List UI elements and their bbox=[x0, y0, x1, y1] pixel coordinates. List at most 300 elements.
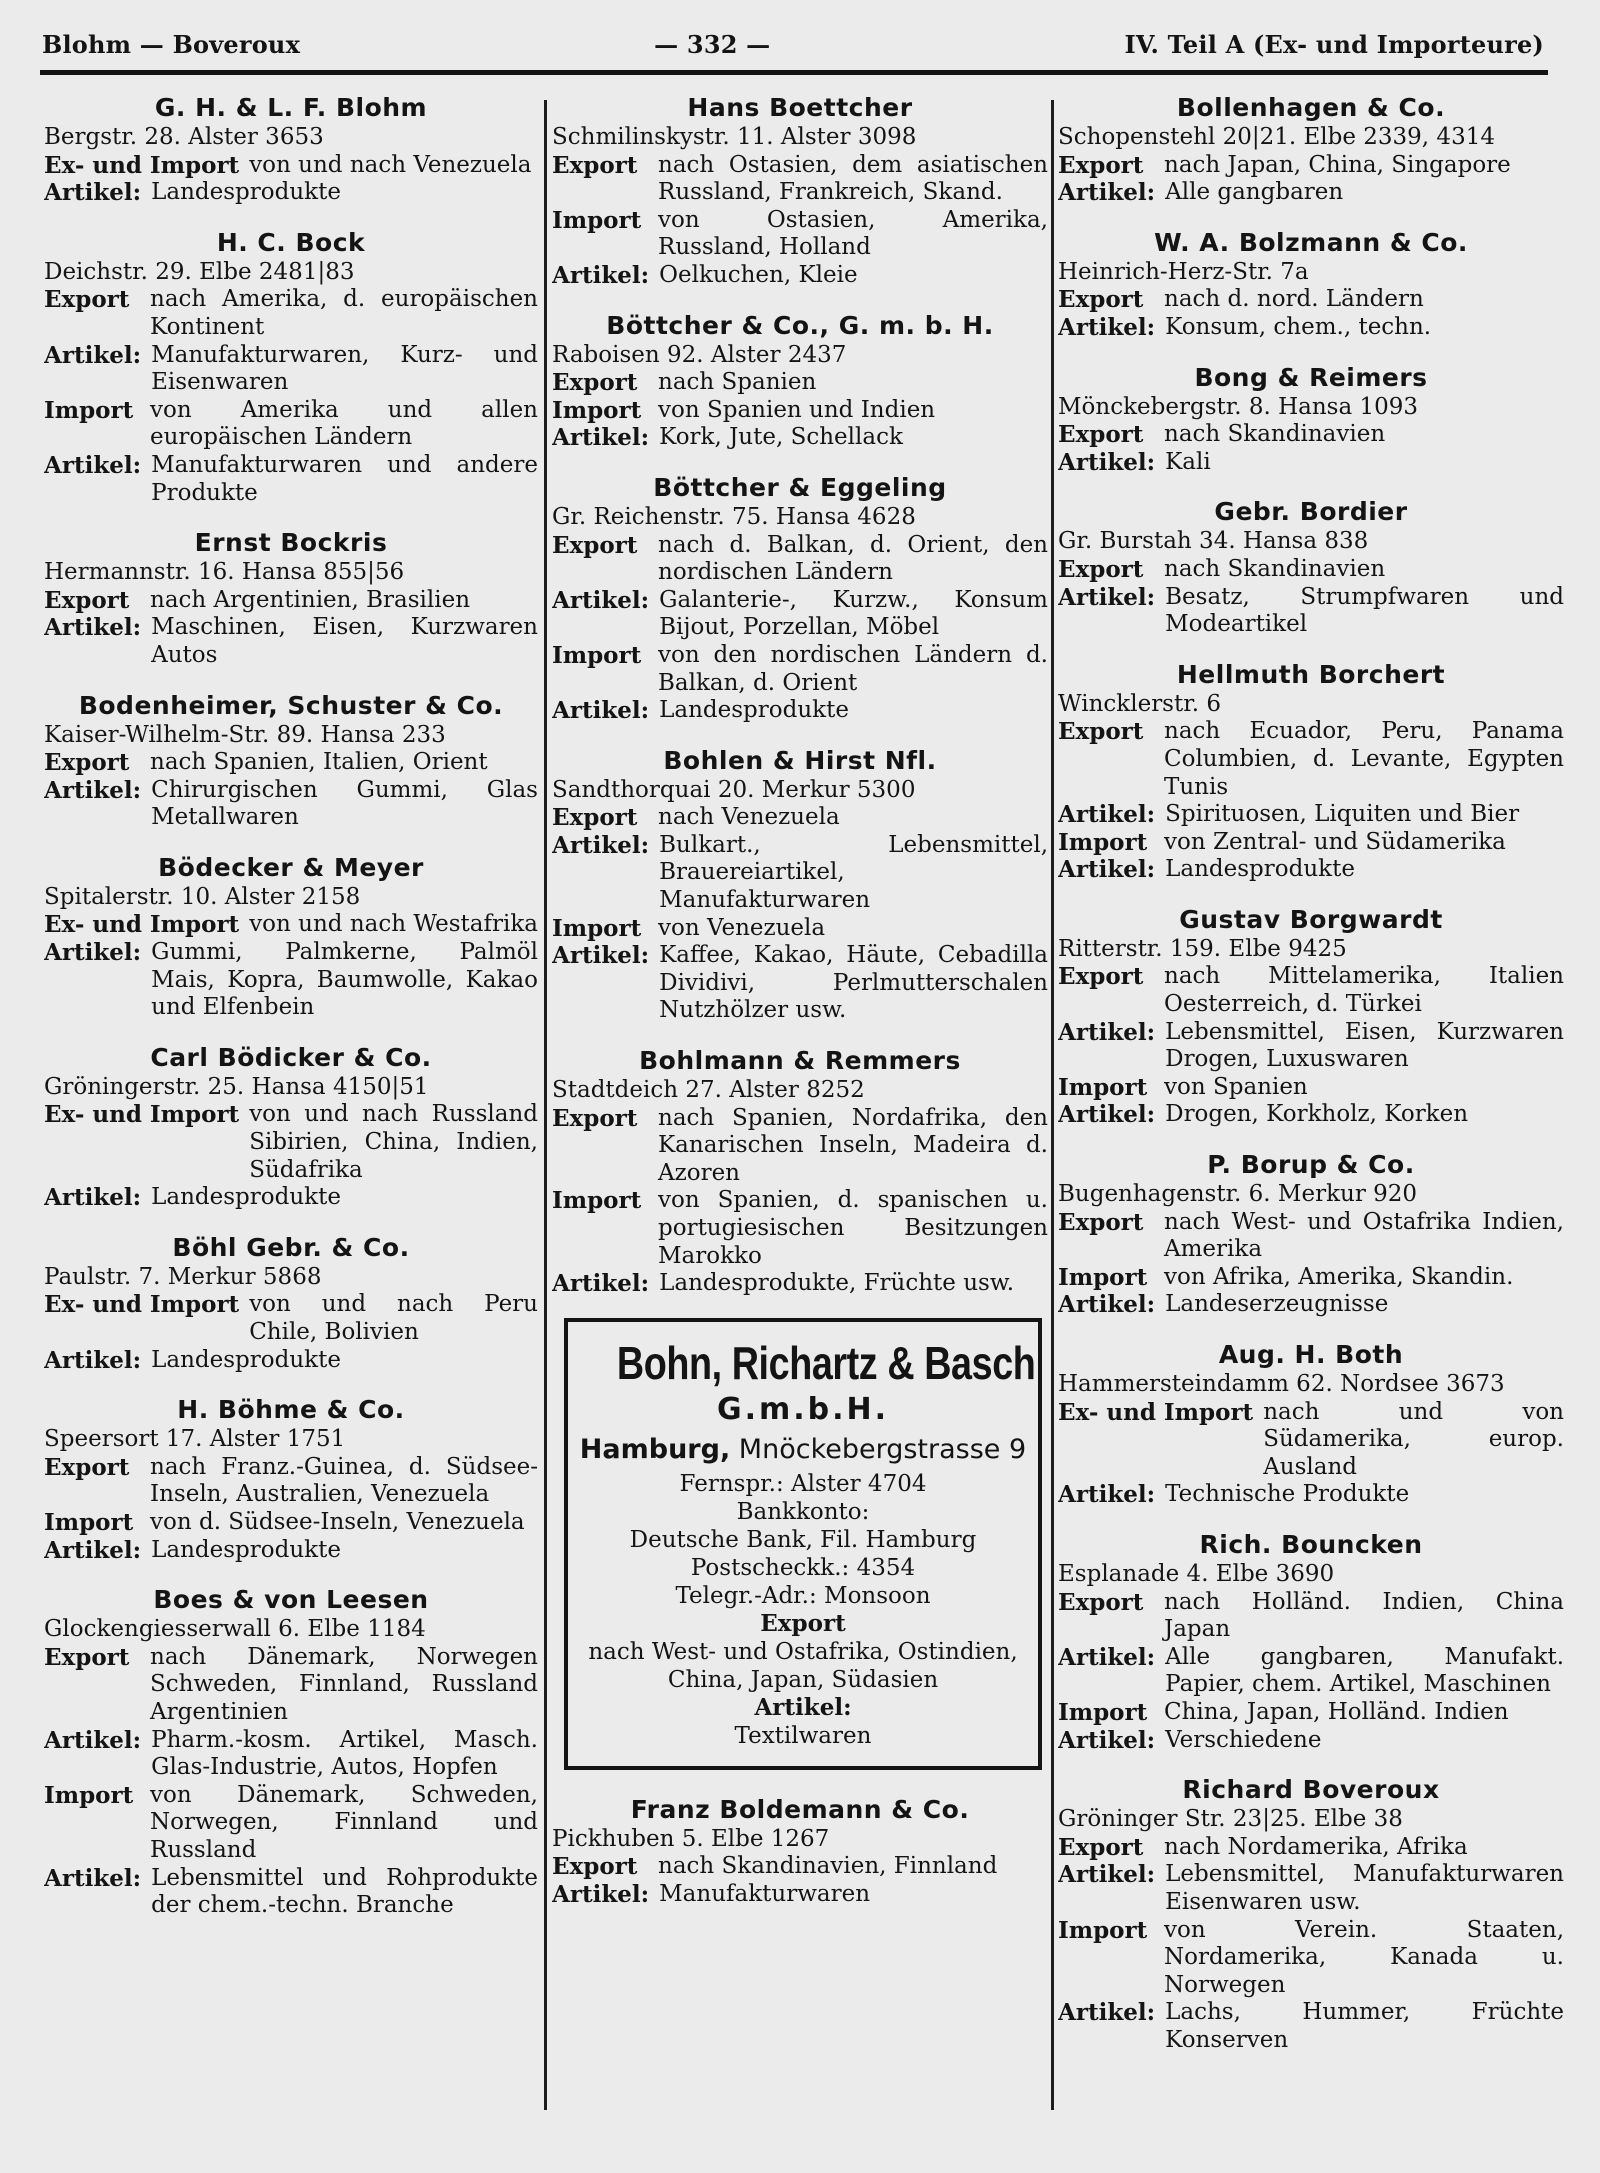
firm-name: Ernst Bockris bbox=[194, 528, 388, 558]
trade-text: nach West- und Ostafrika Indien, Amerika bbox=[1164, 1208, 1564, 1263]
trade-text: nach Amerika, d. europäischen Kontinent bbox=[150, 286, 538, 340]
trade-line bbox=[552, 642, 1048, 697]
trade-line bbox=[44, 911, 538, 939]
advert-telegram: Telegr.-Adr.: Monsoon bbox=[675, 1582, 931, 1609]
firm-address: Schopenstehl 20|21. Elbe 2339, 4314 bbox=[1058, 124, 1495, 150]
trade-text: Verschiedene bbox=[1165, 1726, 1322, 1753]
trade-line bbox=[1058, 314, 1564, 342]
column-2 bbox=[552, 92, 1048, 2132]
advert-article: Textilwaren bbox=[734, 1722, 872, 1749]
trade-line bbox=[552, 207, 1048, 262]
trade-label: Artikel: bbox=[552, 1880, 650, 1908]
page-number: — 332 — bbox=[654, 30, 771, 59]
firm-entry bbox=[552, 92, 1048, 290]
firm-entry bbox=[44, 227, 538, 507]
trade-label: Ex- und Import bbox=[1058, 1398, 1254, 1426]
trade-text: Manufakturwaren bbox=[659, 1880, 871, 1907]
trade-line bbox=[1058, 179, 1564, 207]
trade-line bbox=[1058, 1481, 1564, 1509]
trade-text: Drogen, Korkholz, Korken bbox=[1165, 1101, 1469, 1128]
trade-text: von und nach Russland Sibirien, China, Indien, Südafrika bbox=[249, 1101, 538, 1183]
trade-text: Gummi, Palmkerne, Palmöl Mais, Kopra, Baumwolle, Kakao und Elfenbein bbox=[151, 939, 538, 1021]
trade-label: Import bbox=[44, 1781, 134, 1809]
column-3 bbox=[1058, 92, 1564, 2132]
firm-name: W. A. Bolzmann & Co. bbox=[1154, 227, 1468, 257]
trade-label: Import bbox=[1058, 1916, 1148, 1944]
firm-name: Bollenhagen & Co. bbox=[1176, 93, 1446, 122]
trade-line bbox=[552, 424, 1048, 452]
trade-line bbox=[44, 286, 538, 341]
advert-export-label: Export bbox=[760, 1609, 846, 1637]
trade-line bbox=[1058, 1834, 1564, 1862]
trade-line bbox=[1058, 718, 1564, 801]
trade-line bbox=[1058, 1727, 1564, 1755]
trade-text: Chirurgischen Gummi, Glas Metallwaren bbox=[151, 776, 538, 831]
column-divider bbox=[1051, 100, 1054, 2110]
trade-line bbox=[552, 1187, 1048, 1270]
advert-city: Hamburg, bbox=[579, 1433, 731, 1465]
trade-line bbox=[1058, 1699, 1564, 1727]
trade-line bbox=[1058, 1101, 1564, 1129]
trade-label: Ex- und Import bbox=[44, 911, 240, 939]
trade-line bbox=[44, 1454, 538, 1509]
firm-name: Boes & von Leesen bbox=[153, 1585, 429, 1615]
trade-label: Artikel: bbox=[1058, 583, 1156, 611]
advert-street: Mnöckebergstrasse 9 bbox=[738, 1433, 1027, 1465]
trade-line bbox=[44, 179, 538, 207]
firm-address: Sandthorquai 20. Merkur 5300 bbox=[552, 776, 916, 803]
trade-line bbox=[552, 587, 1048, 642]
trade-text: nach Venezuela bbox=[658, 804, 840, 831]
firm-name: Richard Boveroux bbox=[1182, 1775, 1440, 1805]
trade-line bbox=[1058, 856, 1564, 884]
trade-text: Kaffee, Kakao, Häute, Cebadilla Dividivi, Perlmutterschalen Nutzhölzer usw. bbox=[659, 942, 1048, 1024]
trade-line bbox=[44, 1184, 538, 1212]
trade-text: nach Skandinavien bbox=[1164, 555, 1386, 582]
trade-text: Pharm.-kosm. Artikel, Masch. Glas-Industrie, Autos, Hopfen bbox=[151, 1726, 538, 1781]
trade-text: Galanterie-, Kurzw., Konsum Bijout, Porzellan, Möbel bbox=[659, 586, 1048, 641]
trade-label: Artikel: bbox=[44, 451, 142, 479]
column-2-entries-after bbox=[552, 1794, 1048, 1909]
firm-name: G. H. & L. F. Blohm bbox=[154, 93, 428, 122]
trade-label: Import bbox=[1058, 1073, 1148, 1101]
trade-text: von und nach Venezuela bbox=[249, 151, 532, 178]
trade-text: Landeserzeugnisse bbox=[1165, 1291, 1389, 1318]
trade-label: Export bbox=[1058, 1208, 1144, 1236]
trade-text: Oelkuchen, Kleie bbox=[659, 261, 858, 288]
firm-entry bbox=[1058, 362, 1564, 477]
trade-line bbox=[1058, 1399, 1564, 1482]
trade-line bbox=[1058, 1917, 1564, 2000]
trade-line bbox=[44, 1101, 538, 1184]
trade-label: Artikel: bbox=[1058, 1481, 1156, 1509]
trade-label: Artikel: bbox=[552, 586, 650, 614]
trade-label: Export bbox=[552, 804, 638, 832]
column-divider bbox=[544, 100, 547, 2110]
trade-text: Lachs, Hummer, Früchte Konserven bbox=[1165, 1999, 1564, 2053]
firm-entry bbox=[44, 852, 538, 1022]
trade-line bbox=[44, 1644, 538, 1727]
trade-text: nach Skandinavien, Finnland bbox=[658, 1853, 998, 1880]
trade-line bbox=[1058, 421, 1564, 449]
trade-text: Lebensmittel, Eisen, Kurzwaren Drogen, Luxuswaren bbox=[1165, 1018, 1564, 1073]
trade-line bbox=[1058, 829, 1564, 857]
trade-text: von Zentral- und Südamerika bbox=[1164, 828, 1506, 855]
trade-text: von und nach Peru Chile, Bolivien bbox=[249, 1291, 538, 1345]
trade-label: Export bbox=[44, 1453, 130, 1481]
advert-bank-label: Bankkonto: bbox=[736, 1498, 870, 1525]
firm-entry bbox=[1058, 1149, 1564, 1319]
trade-label: Import bbox=[552, 914, 642, 942]
trade-label: Export bbox=[552, 151, 638, 179]
firm-address: Pickhuben 5. Elbe 1267 bbox=[552, 1825, 830, 1852]
firm-entry bbox=[1058, 1529, 1564, 1754]
trade-line bbox=[552, 262, 1048, 290]
trade-text: von und nach Westafrika bbox=[249, 911, 538, 938]
firm-entry bbox=[552, 472, 1048, 725]
trade-line bbox=[552, 942, 1048, 1025]
trade-label: Export bbox=[1058, 286, 1144, 314]
trade-label: Export bbox=[552, 1104, 638, 1132]
firm-entry bbox=[1058, 904, 1564, 1129]
trade-label: Import bbox=[44, 396, 134, 424]
trade-label: Artikel: bbox=[1058, 1018, 1156, 1046]
trade-line bbox=[44, 1537, 538, 1565]
trade-label: Export bbox=[552, 369, 638, 397]
trade-label: Artikel: bbox=[44, 1726, 142, 1754]
firm-name: Bodenheimer, Schuster & Co. bbox=[78, 690, 504, 720]
trade-label: Artikel: bbox=[44, 1864, 142, 1892]
firm-address: Mönckebergstr. 8. Hansa 1093 bbox=[1058, 393, 1419, 420]
trade-text: von Afrika, Amerika, Skandin. bbox=[1164, 1263, 1514, 1290]
firm-name: Hans Boettcher bbox=[687, 93, 913, 122]
firm-name: Carl Bödicker & Co. bbox=[150, 1042, 432, 1072]
firm-entry bbox=[1058, 92, 1564, 207]
trade-line bbox=[44, 939, 538, 1022]
header-rule bbox=[40, 70, 1548, 75]
trade-text: von Verein. Staaten, Nordamerika, Kanada u. Norwegen bbox=[1164, 1916, 1564, 1998]
trade-line bbox=[44, 614, 538, 669]
trade-text: von Ostasien, Amerika, Russland, Holland bbox=[658, 206, 1048, 261]
trade-line bbox=[44, 1865, 538, 1920]
trade-text: Landesprodukte bbox=[151, 1346, 341, 1373]
trade-text: von Spanien und Indien bbox=[658, 396, 936, 423]
firm-name: Aug. H. Both bbox=[1218, 1340, 1404, 1369]
trade-text: Landesprodukte bbox=[1165, 856, 1355, 883]
trade-text: nach Holländ. Indien, China Japan bbox=[1164, 1588, 1564, 1643]
firm-address: Wincklerstr. 6 bbox=[1058, 690, 1221, 717]
trade-line bbox=[1058, 801, 1564, 829]
advert-postcheck: Postscheckk.: 4354 bbox=[690, 1554, 916, 1581]
firm-entry bbox=[552, 310, 1048, 452]
trade-text: Maschinen, Eisen, Kurzwaren Autos bbox=[151, 614, 538, 668]
trade-label: Artikel: bbox=[44, 1536, 142, 1564]
trade-text: Landesprodukte bbox=[151, 1536, 341, 1563]
trade-label: Export bbox=[44, 586, 130, 614]
trade-line bbox=[1058, 1209, 1564, 1264]
trade-line bbox=[552, 1105, 1048, 1188]
trade-line bbox=[44, 777, 538, 832]
trade-label: Artikel: bbox=[552, 261, 650, 289]
trade-text: Besatz, Strumpfwaren und Modeartikel bbox=[1165, 583, 1564, 638]
trade-text: Landesprodukte bbox=[151, 1184, 341, 1211]
firm-entry bbox=[44, 690, 538, 832]
advert-phone: Fernspr.: Alster 4704 bbox=[679, 1470, 927, 1497]
trade-line bbox=[1058, 1589, 1564, 1644]
firm-address: Hammersteindamm 62. Nordsee 3673 bbox=[1058, 1371, 1505, 1397]
trade-text: von den nordischen Ländern d. Balkan, d. Orient bbox=[658, 641, 1048, 696]
trade-label: Artikel: bbox=[1058, 448, 1156, 476]
firm-address: Gr. Reichenstr. 75. Hansa 4628 bbox=[552, 503, 916, 530]
trade-line bbox=[552, 915, 1048, 943]
trade-text: nach d. nord. Ländern bbox=[1164, 286, 1424, 313]
trade-label: Export bbox=[1058, 963, 1144, 991]
firm-name: Franz Boldemann & Co. bbox=[630, 1794, 970, 1824]
firm-name: Bohlmann & Remmers bbox=[639, 1046, 961, 1076]
firm-address: Raboisen 92. Alster 2437 bbox=[552, 341, 847, 368]
trade-text: von Amerika und allen europäischen Ländern bbox=[150, 396, 538, 451]
trade-label: Import bbox=[552, 206, 642, 234]
firm-name: Böttcher & Co., G. m. b. H. bbox=[606, 310, 994, 340]
firm-entry bbox=[44, 1232, 538, 1374]
trade-text: Lebensmittel, Manufakturwaren Eisenwaren usw. bbox=[1165, 1861, 1564, 1915]
trade-text: Manufakturwaren und andere Produkte bbox=[151, 451, 538, 506]
trade-line bbox=[44, 1291, 538, 1346]
trade-line bbox=[552, 1270, 1048, 1298]
trade-text: von Spanien bbox=[1164, 1073, 1308, 1100]
trade-text: China, Japan, Holländ. Indien bbox=[1164, 1698, 1509, 1725]
firm-entry bbox=[552, 1045, 1048, 1298]
firm-address: Gr. Burstah 34. Hansa 838 bbox=[1058, 528, 1369, 555]
trade-label: Import bbox=[552, 1187, 642, 1215]
trade-line bbox=[44, 1509, 538, 1537]
trade-label: Import bbox=[44, 1508, 134, 1536]
firm-name: Hellmuth Borchert bbox=[1176, 659, 1446, 689]
advert-bank: Deutsche Bank, Fil. Hamburg bbox=[629, 1526, 977, 1553]
firm-address: Stadtdeich 27. Alster 8252 bbox=[552, 1077, 865, 1104]
trade-label: Ex- und Import bbox=[44, 151, 240, 179]
trade-label: Export bbox=[1058, 1833, 1144, 1861]
trade-text: Spirituosen, Liquiten und Bier bbox=[1165, 801, 1520, 828]
trade-text: Alle gangbaren bbox=[1165, 179, 1344, 206]
trade-line bbox=[552, 152, 1048, 207]
firm-address: Speersort 17. Alster 1751 bbox=[44, 1426, 346, 1453]
firm-entry bbox=[552, 1794, 1048, 1909]
trade-label: Artikel: bbox=[552, 424, 650, 452]
column-2-entries bbox=[552, 92, 1048, 1298]
trade-label: Artikel: bbox=[1058, 313, 1156, 341]
firm-address: Glockengiesserwall 6. Elbe 1184 bbox=[44, 1616, 426, 1643]
trade-text: Manufakturwaren, Kurz- und Eisenwaren bbox=[151, 341, 538, 396]
firm-entry bbox=[1058, 1339, 1564, 1509]
trade-line bbox=[44, 452, 538, 507]
trade-text: nach Nordamerika, Afrika bbox=[1164, 1833, 1468, 1860]
trade-label: Artikel: bbox=[552, 1270, 650, 1298]
trade-text: Landesprodukte, Früchte usw. bbox=[659, 1270, 1015, 1297]
firm-address: Spitalerstr. 10. Alster 2158 bbox=[44, 883, 361, 910]
trade-label: Export bbox=[1058, 555, 1144, 583]
trade-text: Technische Produkte bbox=[1165, 1481, 1410, 1508]
firm-address: Heinrich-Herz-Str. 7a bbox=[1058, 258, 1309, 285]
firm-name: Rich. Bouncken bbox=[1199, 1529, 1423, 1559]
trade-label: Artikel: bbox=[44, 179, 142, 207]
trade-text: nach Ecuador, Peru, Panama Columbien, d. Levante, Egypten Tunis bbox=[1164, 718, 1564, 800]
trade-label: Artikel: bbox=[1058, 179, 1156, 207]
firm-name: H. Böhme & Co. bbox=[177, 1395, 405, 1425]
trade-text: Kali bbox=[1165, 448, 1211, 475]
firm-entry bbox=[1058, 496, 1564, 638]
trade-label: Artikel: bbox=[1058, 1726, 1156, 1754]
trade-line bbox=[552, 532, 1048, 587]
trade-line bbox=[1058, 1644, 1564, 1699]
trade-line bbox=[1058, 286, 1564, 314]
trade-label: Artikel: bbox=[552, 942, 650, 970]
trade-label: Artikel: bbox=[1058, 1291, 1156, 1319]
trade-line bbox=[552, 697, 1048, 725]
trade-text: nach und von Südamerika, europ. Ausland bbox=[1263, 1398, 1564, 1480]
trade-text: Lebensmittel und Rohprodukte der chem.-techn. Branche bbox=[151, 1864, 538, 1919]
trade-label: Artikel: bbox=[552, 831, 650, 859]
trade-label: Import bbox=[552, 641, 642, 669]
firm-entry bbox=[44, 527, 538, 669]
firm-entry bbox=[44, 92, 538, 207]
firm-entry bbox=[44, 1042, 538, 1212]
firm-address: Gröninger Str. 23|25. Elbe 38 bbox=[1058, 1806, 1403, 1833]
page-header bbox=[42, 30, 1544, 74]
trade-label: Artikel: bbox=[1058, 856, 1156, 884]
trade-line bbox=[1058, 1861, 1564, 1916]
firm-address: Deichstr. 29. Elbe 2481|83 bbox=[44, 258, 355, 285]
trade-label: Export bbox=[552, 531, 638, 559]
trade-line bbox=[552, 369, 1048, 397]
trade-label: Export bbox=[44, 749, 130, 777]
header-left: Blohm — Boveroux bbox=[42, 30, 301, 59]
trade-label: Import bbox=[552, 396, 642, 424]
firm-entry bbox=[44, 1584, 538, 1920]
trade-text: Kork, Jute, Schellack bbox=[659, 424, 903, 451]
trade-line bbox=[44, 1782, 538, 1865]
trade-text: nach Spanien, Italien, Orient bbox=[150, 749, 488, 776]
trade-line bbox=[552, 1881, 1048, 1909]
trade-line bbox=[1058, 1291, 1564, 1319]
trade-text: von Venezuela bbox=[658, 914, 826, 941]
trade-line bbox=[1058, 1264, 1564, 1292]
trade-line bbox=[552, 1853, 1048, 1881]
trade-label: Artikel: bbox=[44, 341, 142, 369]
trade-text: nach Dänemark, Norwegen Schweden, Finnland, Russland Argentinien bbox=[150, 1643, 538, 1725]
firm-name: Gustav Borgwardt bbox=[1179, 904, 1443, 934]
firm-name: Böttcher & Eggeling bbox=[653, 472, 947, 502]
trade-label: Ex- und Import bbox=[44, 1101, 240, 1129]
firm-entry bbox=[44, 1394, 538, 1564]
firm-address: Bergstr. 28. Alster 3653 bbox=[44, 124, 324, 150]
trade-text: Bulkart., Lebensmittel, Brauereiartikel, Manufakturwaren bbox=[659, 831, 1048, 914]
trade-label: Import bbox=[1058, 1698, 1148, 1726]
firm-name: Bong & Reimers bbox=[1194, 362, 1428, 392]
trade-line bbox=[44, 397, 538, 452]
firm-entry bbox=[1058, 227, 1564, 342]
trade-label: Artikel: bbox=[552, 697, 650, 725]
trade-text: nach Mittelamerika, Italien Oesterreich, d. Türkei bbox=[1164, 963, 1564, 1018]
trade-text: nach Franz.-Guinea, d. Südsee-Inseln, Australien, Venezuela bbox=[150, 1453, 538, 1508]
trade-line bbox=[44, 1347, 538, 1375]
trade-text: nach d. Balkan, d. Orient, den nordischen Ländern bbox=[658, 531, 1048, 586]
advert-export: nach West- und Ostafrika, Ostindien, China, Japan, Südasien bbox=[588, 1638, 1018, 1693]
trade-text: Alle gangbaren, Manufakt. Papier, chem. Artikel, Maschinen bbox=[1165, 1643, 1564, 1698]
trade-line bbox=[44, 1727, 538, 1782]
column-1 bbox=[44, 92, 538, 2132]
trade-text: von Spanien, d. spanischen u. portugiesischen Besitzungen Marokko bbox=[658, 1187, 1048, 1269]
trade-line bbox=[44, 342, 538, 397]
trade-label: Artikel: bbox=[44, 1346, 142, 1374]
trade-text: Konsum, chem., techn. bbox=[1165, 313, 1432, 340]
firm-address: Hermannstr. 16. Hansa 855|56 bbox=[44, 559, 405, 586]
firm-name: H. C. Bock bbox=[216, 227, 366, 257]
trade-label: Export bbox=[1058, 718, 1144, 746]
trade-text: nach Argentinien, Brasilien bbox=[150, 586, 471, 613]
trade-line bbox=[1058, 584, 1564, 639]
trade-label: Export bbox=[1058, 1588, 1144, 1616]
trade-label: Artikel: bbox=[1058, 1643, 1156, 1671]
trade-line bbox=[1058, 1999, 1564, 2054]
firm-address: Bugenhagenstr. 6. Merkur 920 bbox=[1058, 1181, 1418, 1208]
firm-name: Böhl Gebr. & Co. bbox=[172, 1232, 410, 1262]
trade-line bbox=[1058, 963, 1564, 1018]
trade-label: Artikel: bbox=[1058, 801, 1156, 829]
firm-entry bbox=[552, 745, 1048, 1025]
trade-label: Export bbox=[1058, 421, 1144, 449]
trade-text: nach Spanien, Nordafrika, den Kanarischen Inseln, Madeira d. Azoren bbox=[658, 1104, 1048, 1186]
firm-name: Gebr. Bordier bbox=[1214, 497, 1408, 527]
trade-label: Export bbox=[44, 286, 130, 314]
trade-label: Artikel: bbox=[44, 776, 142, 804]
trade-line bbox=[1058, 1074, 1564, 1102]
trade-line bbox=[44, 587, 538, 615]
firm-entry bbox=[1058, 1774, 1564, 2054]
advert-legal-form: G.m.b.H. bbox=[716, 1391, 890, 1427]
trade-label: Export bbox=[552, 1853, 638, 1881]
firm-address: Kaiser-Wilhelm-Str. 89. Hansa 233 bbox=[44, 721, 446, 748]
advert-firm-name: Bohn, Richartz & Basch bbox=[616, 1336, 1036, 1389]
firm-address: Schmilinskystr. 11. Alster 3098 bbox=[552, 124, 917, 150]
trade-text: nach Japan, China, Singapore bbox=[1164, 151, 1511, 178]
advertisement-box bbox=[564, 1318, 1042, 1770]
firm-name: Bohlen & Hirst Nfl. bbox=[663, 745, 937, 775]
header-right: IV. Teil A (Ex- und Importeure) bbox=[1124, 30, 1544, 59]
firm-address: Esplanade 4. Elbe 3690 bbox=[1058, 1560, 1335, 1587]
firm-entry bbox=[1058, 659, 1564, 884]
firm-address: Ritterstr. 159. Elbe 9425 bbox=[1058, 935, 1347, 962]
trade-label: Export bbox=[1058, 151, 1144, 179]
trade-text: Landesprodukte bbox=[659, 697, 849, 724]
trade-label: Artikel: bbox=[1058, 1999, 1156, 2027]
trade-line bbox=[1058, 1019, 1564, 1074]
trade-text: nach Skandinavien bbox=[1164, 421, 1386, 448]
firm-address: Paulstr. 7. Merkur 5868 bbox=[44, 1263, 322, 1290]
trade-line bbox=[1058, 152, 1564, 180]
trade-label: Artikel: bbox=[1058, 1861, 1156, 1889]
trade-label: Import bbox=[1058, 828, 1148, 856]
trade-text: von Dänemark, Schweden, Norwegen, Finnland und Russland bbox=[150, 1781, 538, 1863]
trade-label: Export bbox=[44, 1643, 130, 1671]
trade-text: von d. Südsee-Inseln, Venezuela bbox=[150, 1508, 525, 1535]
trade-line bbox=[1058, 556, 1564, 584]
trade-label: Artikel: bbox=[44, 614, 142, 642]
trade-line bbox=[552, 397, 1048, 425]
firm-address: Gröningerstr. 25. Hansa 4150|51 bbox=[44, 1073, 429, 1100]
advert-address bbox=[576, 1430, 1030, 1470]
trade-line bbox=[44, 749, 538, 777]
